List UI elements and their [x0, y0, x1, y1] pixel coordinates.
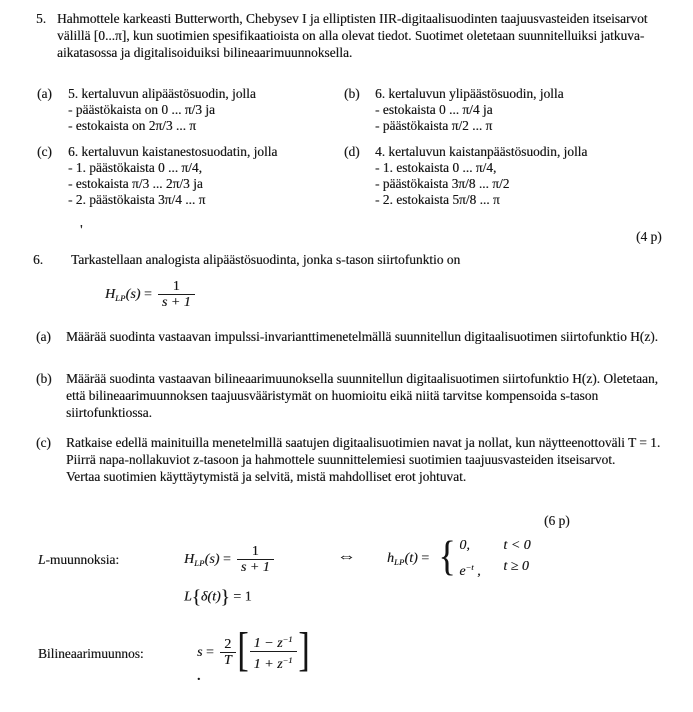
- spec-item-b: [344, 86, 684, 134]
- spec-label: (a): [37, 86, 52, 101]
- fraction-numerator: 1: [251, 544, 259, 559]
- spec-line: - päästökaista π/2 ... π: [375, 118, 493, 133]
- exp-superscript: −t: [465, 561, 474, 572]
- equation-hlp-s: [105, 279, 197, 311]
- case-value: [459, 558, 485, 581]
- case-row: [459, 537, 530, 555]
- spec-item-a: [37, 86, 337, 134]
- spec-line: - päästökaista on 0 ... π/3 ja: [68, 102, 215, 117]
- fraction-denominator: [250, 651, 297, 673]
- spec-line: - 2. estokaista 5π/8 ... π: [375, 192, 500, 207]
- spec-label: (c): [37, 144, 52, 159]
- left-curly-brace: {: [191, 587, 201, 608]
- item-label: (c): [36, 435, 51, 450]
- problem-6: [33, 251, 683, 268]
- problem-6-item-c: [36, 434, 682, 485]
- problem-5-intro: Hahmottele karkeasti Butterworth, Chebysev I ja elliptisten IIR-digitaalisuodinten taajuusvasteiden itseisarvot välillä [0...π], kun suotimien spesifikaatioista on alla olevat tiedot. Suotimet oletetaan suunnitelluiksi jatkuva-aikatasossa ja digitalisoiduiksi bilineaarimuunnoksella.: [57, 11, 648, 60]
- item-text-2: Vertaa suotimien käyttäytymistä ja selvitä, mistä mahdolliset erot johtuvat.: [66, 469, 467, 484]
- spec-line: - estokaista on 2π/3 ... π: [68, 118, 197, 133]
- fraction: [158, 279, 195, 311]
- laplace-label-rest: -muunnoksia:: [45, 552, 120, 567]
- equals-sign: =: [205, 644, 214, 660]
- fraction: [220, 637, 236, 669]
- item-text-group: [66, 434, 682, 485]
- spec-item-d: [344, 144, 684, 208]
- math-lhs: [184, 552, 231, 568]
- s-variable: s: [197, 644, 203, 660]
- z-denominator: 1 + z: [253, 657, 283, 672]
- math-lhs: [197, 645, 214, 661]
- spec-line: - 1. päästökaista 0 ... π/4,: [68, 160, 202, 175]
- fraction-numerator: 2: [224, 636, 232, 652]
- spec-body: [68, 86, 256, 134]
- case-condition: t ≥ 0: [503, 558, 529, 574]
- z-numerator: 1 − z: [253, 636, 283, 651]
- comma: ,: [473, 563, 481, 579]
- math-argument: (t): [404, 550, 418, 566]
- z-numerator-exponent: −1: [282, 634, 293, 644]
- case-condition: t < 0: [503, 537, 531, 553]
- spec-line: - estokaista 0 ... π/4 ja: [375, 102, 493, 117]
- points-problem-6: (6 p): [544, 513, 570, 528]
- spec-body: [68, 144, 277, 208]
- problem-5-number: 5.: [36, 11, 47, 26]
- math-function-name: h: [387, 550, 394, 566]
- item-label: (b): [36, 371, 52, 386]
- spec-line: - päästökaista 3π/8 ... π/2: [375, 176, 510, 191]
- fraction-denominator: s + 1: [158, 294, 195, 311]
- spec-label: (b): [344, 86, 360, 101]
- laplace-operator: L: [184, 589, 192, 605]
- item-text: Ratkaise edellä mainituilla menetelmillä saatujen digitaalisuotimien navat ja nollat, kun näytteenottoväli T = 1. Piirrä napa-nollakuviot z-tasoon ja hahmottele suunnittelemiesi suotimien taajuusvasteiden itseisarvot.: [66, 435, 661, 467]
- equation-hlp-s-reference: [184, 544, 276, 576]
- equation-hlp-t-piecewise: [387, 536, 531, 581]
- spec-title: 6. kertaluvun ylipäästösuodin, jolla: [375, 86, 564, 101]
- math-lhs: [184, 587, 252, 609]
- cases-brace: {: [438, 534, 456, 580]
- spec-body: [375, 144, 587, 208]
- spec-title: 6. kertaluvun kaistanestosuodatin, jolla: [68, 144, 278, 159]
- points-problem-5: (4 p): [636, 229, 662, 244]
- equals-sign: =: [143, 287, 152, 302]
- laplace-operator: L: [38, 552, 46, 567]
- equals-sign: =: [222, 552, 231, 567]
- fraction-denominator: T: [220, 652, 236, 669]
- fraction-denominator: s + 1: [237, 559, 274, 576]
- fraction-numerator: 1: [172, 279, 180, 294]
- laplace-transforms-label: [38, 551, 119, 568]
- math-function-name: H: [105, 287, 116, 302]
- item-label: (a): [36, 329, 51, 344]
- stray-dot-mark: .: [197, 668, 201, 683]
- spec-item-c: [37, 144, 342, 208]
- equals-sign: =: [421, 550, 430, 566]
- problem-6-item-a: [36, 328, 664, 345]
- exp-base: e: [459, 563, 466, 579]
- stray-apostrophe-mark: ': [80, 223, 83, 238]
- spec-title: 5. kertaluvun alipäästösuodin, jolla: [68, 86, 256, 101]
- equivalence-arrow: ⇔: [337, 549, 356, 565]
- math-argument: (s): [125, 287, 141, 302]
- spec-label: (d): [344, 144, 360, 159]
- fraction: [250, 632, 297, 673]
- problem-6-item-b: [36, 370, 668, 421]
- case-value: 0,: [459, 537, 470, 553]
- left-square-bracket: [: [237, 623, 249, 676]
- z-denominator-exponent: −1: [282, 655, 293, 665]
- problem-6-intro: Tarkastellaan analogista alipäästösuodinta, jonka s-tason siirtofunktio on: [71, 252, 461, 267]
- math-subscript: LP: [394, 556, 405, 567]
- spec-line: - estokaista π/3 ... 2π/3 ja: [68, 176, 203, 191]
- item-text: Määrää suodinta vastaavan bilineaarimuunoksella suunnitellun digitaalisuotimen siirtofunktio H(z). Oletetaan, että bilineaarimuunnoksen taajuusvääristymät on huomioitu eikä niitä tarvitse kompensoida s-tason siirtofunktiossa.: [66, 371, 658, 420]
- bilinear-transform-label: Bilineaarimuunnos:: [38, 646, 144, 661]
- math-subscript: LP: [194, 558, 205, 568]
- spec-line: - 1. estokaista 0 ... π/4,: [375, 160, 497, 175]
- fraction-numerator: [250, 632, 297, 651]
- spec-line: - 2. päästökaista 3π/4 ... π: [68, 192, 206, 207]
- case-row: [459, 558, 530, 581]
- right-square-bracket: ]: [297, 623, 310, 676]
- spec-body: [375, 86, 564, 134]
- math-lhs: [387, 551, 429, 567]
- item-text: Määrää suodinta vastaavan impulssi-invarianttimenetelmällä suunnitellun digitaalisuotimen siirtofunktio H(z).: [66, 329, 659, 344]
- problem-6-number: 6.: [33, 252, 44, 267]
- fraction: [237, 544, 274, 576]
- right-curly-brace: }: [220, 587, 230, 608]
- equation-delta-transform: [184, 587, 256, 609]
- cases-stack: [459, 537, 530, 581]
- math-argument: (s): [204, 552, 220, 567]
- delta-expression: δ(t): [200, 589, 221, 605]
- math-function-name: H: [184, 552, 195, 567]
- equation-bilinear-transform: [197, 623, 310, 679]
- math-subscript: LP: [115, 293, 126, 303]
- problem-5: [36, 10, 666, 61]
- math-lhs: [105, 287, 152, 303]
- equals-one: = 1: [233, 589, 252, 605]
- spec-title: 4. kertaluvun kaistanpäästösuodin, jolla: [375, 144, 588, 159]
